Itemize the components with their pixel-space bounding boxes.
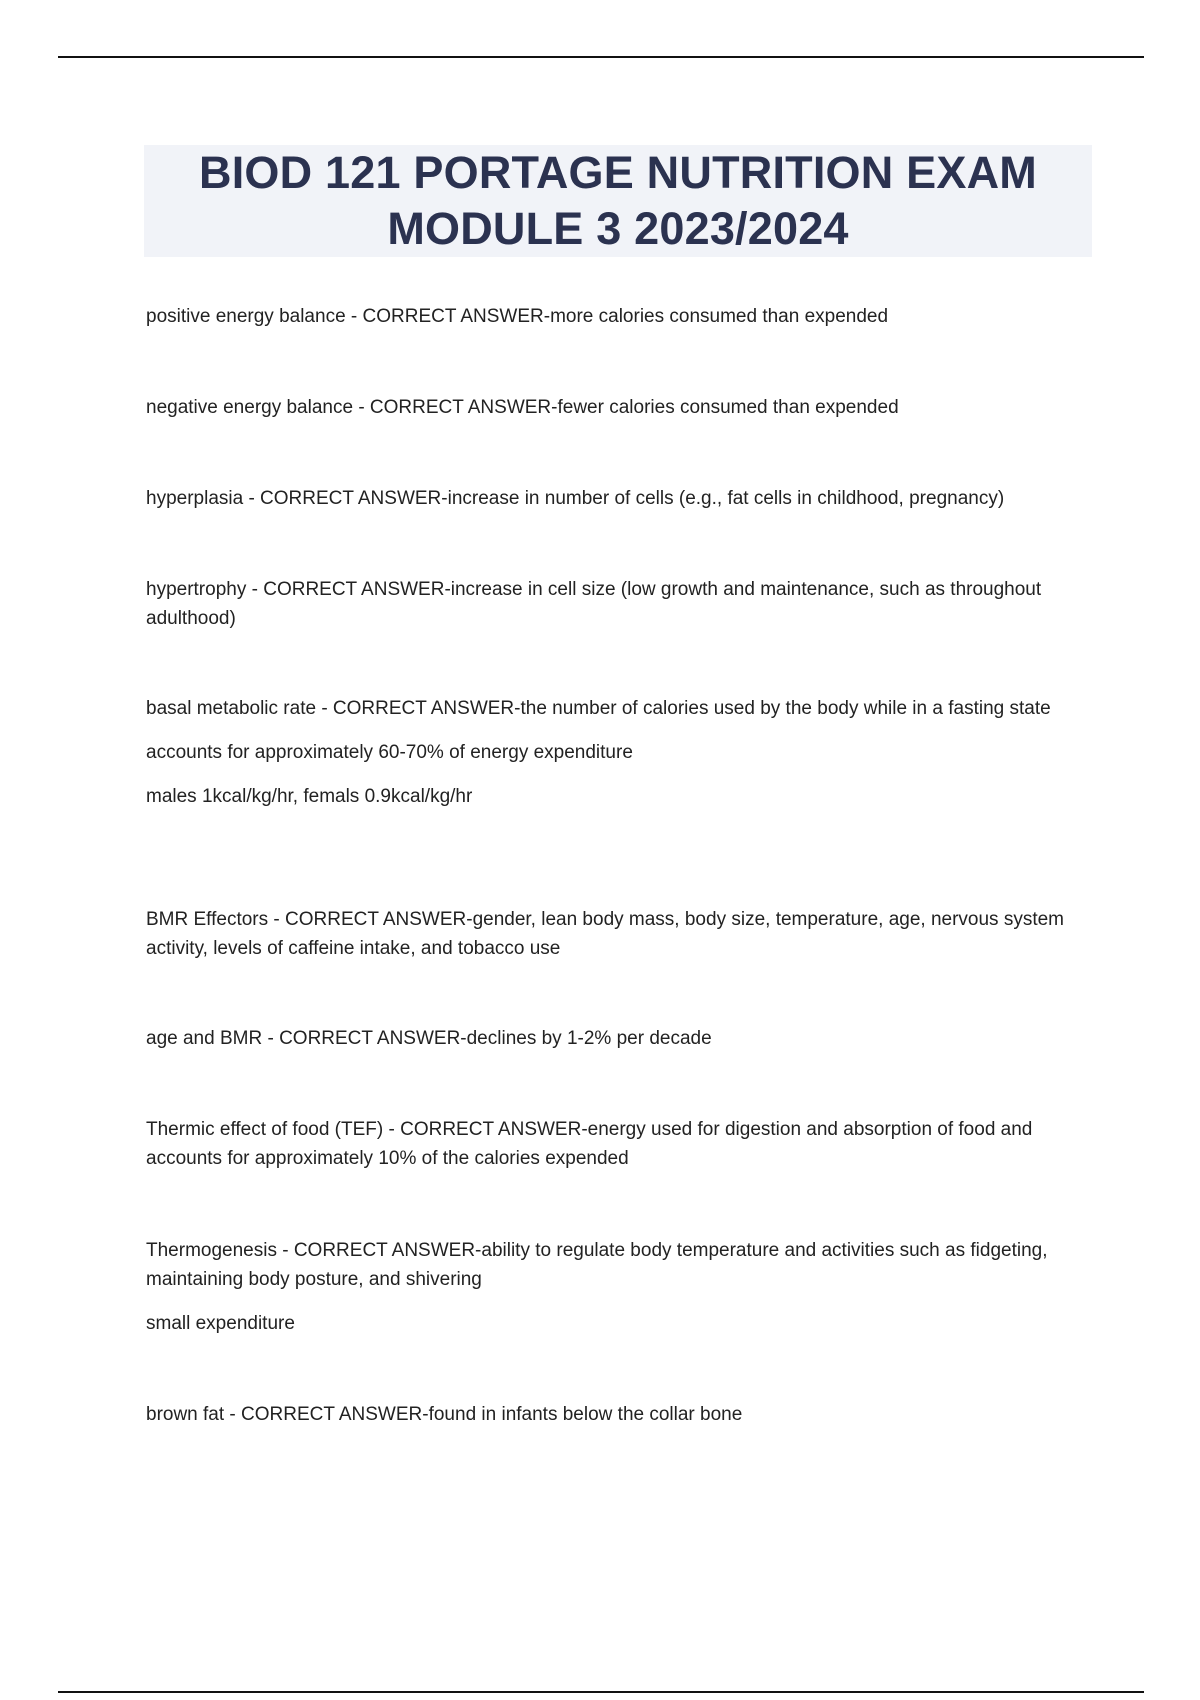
document-title — [144, 145, 1092, 257]
entry-note: accounts for approximately 60-70% of energy expenditure — [146, 742, 633, 763]
bottom-rule — [58, 1691, 1144, 1693]
qa-entry-thermic-effect-of-food — [146, 1115, 1096, 1173]
entry-text: positive energy balance - CORRECT ANSWER-more calories consumed than expended — [146, 306, 889, 327]
entry-text: age and BMR - CORRECT ANSWER-declines by 1-2% per decade — [146, 1028, 712, 1049]
qa-entry-negative-energy-balance — [146, 393, 1096, 422]
qa-entry-basal-metabolic-rate — [146, 694, 1096, 811]
qa-entry-brown-fat — [146, 1400, 1096, 1429]
entry-note: males 1kcal/kg/hr, femals 0.9kcal/kg/hr — [146, 786, 473, 807]
entry-text: hyperplasia - CORRECT ANSWER-increase in number of cells (e.g., fat cells in childhood, pregnancy) — [146, 488, 1005, 509]
entry-text: Thermic effect of food (TEF) - CORRECT ANSWER-energy used for digestion and absorption of food and accounts for approximately 10% of the calories expended — [146, 1119, 1033, 1169]
entry-text: brown fat - CORRECT ANSWER-found in infants below the collar bone — [146, 1404, 743, 1425]
title-line-1: BIOD 121 PORTAGE NUTRITION EXAM — [199, 147, 1037, 198]
qa-entry-age-and-bmr — [146, 1024, 1096, 1053]
entry-text: negative energy balance - CORRECT ANSWER-fewer calories consumed than expended — [146, 397, 899, 418]
qa-entry-bmr-effectors — [146, 905, 1096, 963]
qa-entry-hyperplasia — [146, 484, 1096, 513]
qa-entry-thermogenesis — [146, 1236, 1096, 1338]
entry-text: basal metabolic rate - CORRECT ANSWER-the number of calories used by the body while in a fasting state — [146, 698, 1051, 719]
top-rule — [58, 56, 1144, 58]
qa-entry-hypertrophy — [146, 575, 1096, 633]
qa-entry-positive-energy-balance — [146, 302, 1096, 331]
entry-note: small expenditure — [146, 1313, 295, 1334]
entry-text: BMR Effectors - CORRECT ANSWER-gender, lean body mass, body size, temperature, age, nervous system activity, levels of caffeine intake, and tobacco use — [146, 909, 1064, 959]
entry-text: hypertrophy - CORRECT ANSWER-increase in cell size (low growth and maintenance, such as throughout adulthood) — [146, 579, 1042, 629]
entry-text: Thermogenesis - CORRECT ANSWER-ability to regulate body temperature and activities such as fidgeting, maintaining body posture, and shivering — [146, 1240, 1048, 1290]
title-line-2: MODULE 3 2023/2024 — [387, 203, 849, 254]
